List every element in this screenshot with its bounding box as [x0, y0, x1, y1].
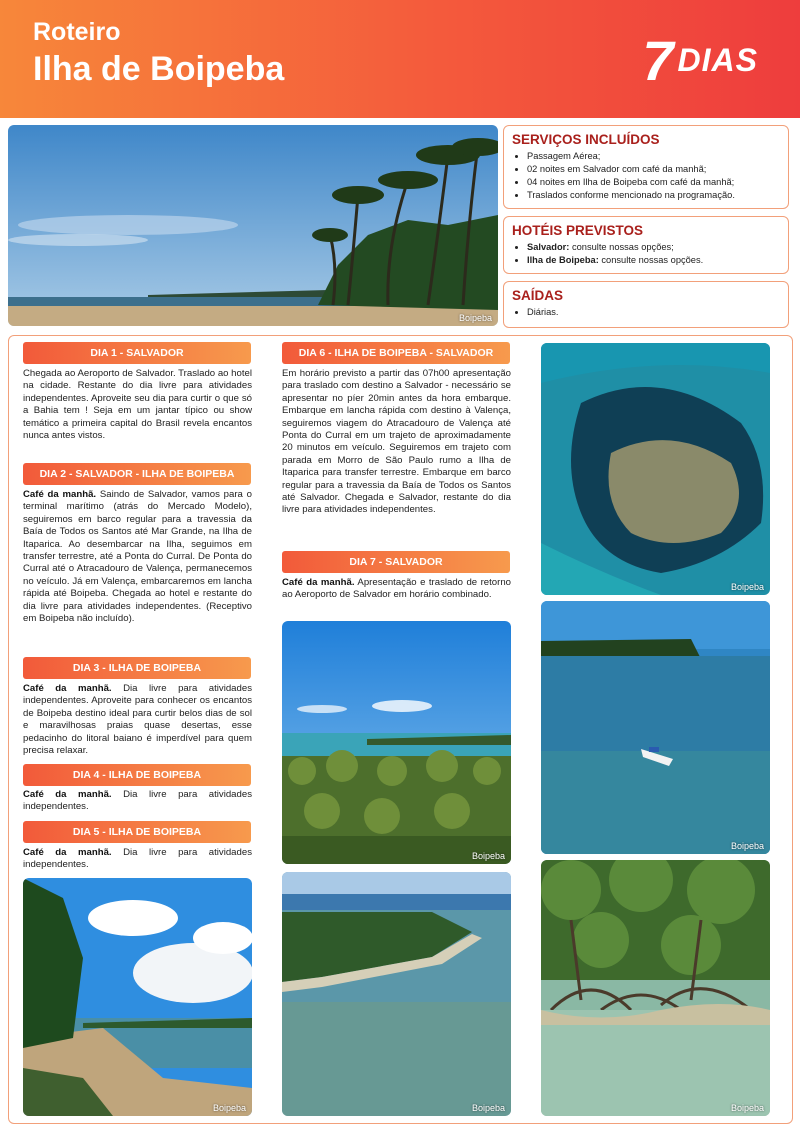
day-5-heading: DIA 5 - ILHA DE BOIPEBA: [23, 821, 251, 843]
duration-badge: [642, 28, 758, 93]
day-4-text: Café da manhã. Dia livre para atividades independentes.: [23, 789, 252, 813]
departures-list: [504, 306, 788, 324]
header-subtitle: Roteiro: [33, 18, 121, 46]
mangrove-photo: [541, 860, 770, 1116]
list-item: • Diárias.: [527, 306, 782, 319]
photo-caption: Boipeba: [730, 1103, 764, 1113]
day-3-text: Café da manhã. Dia livre para atividades independentes. Aproveite para conhecer os encantos de Boipeba destino ideal para curtir belos dias de sol e maravilhosas praias quase desertas, esse pedacinho do litoral baiano é imperdível para quem precisa relaxar.: [23, 683, 252, 757]
hotels-list: [504, 241, 788, 272]
day-1-text: Chegada ao Aeroporto de Salvador. Traslado ao hotel na cidade. Restante do dia livre para atividades independentes. Aproveite seu dia para curtir o que só a Bahia tem ! Seja em um jantar típico ou show temático a primeira capital do Brasil revela encantos nunca antes vistos.: [23, 368, 252, 442]
photo-caption: Boipeba: [471, 851, 505, 861]
duration-number: 7: [642, 29, 674, 92]
day-1-heading: DIA 1 - SALVADOR: [23, 342, 251, 364]
photo-caption: Boipeba: [212, 1103, 246, 1113]
boat-water-photo: [541, 601, 770, 854]
header-banner: [0, 0, 800, 118]
reef-aerial-photo: [541, 343, 770, 595]
day-2-text: Café da manhã. Saindo de Salvador, vamos para o terminal marítimo (atrás do Mercado Modelo), seguiremos em barco regular para a travessia da Baía de Todos os Santos até Mar Grande, na Ilha de Itaparica. Ao desembarcar na Ilha, seguimos em transfer terrestre, até a Ponta do Curral. De Ponta do Curral até o Atracadouro de Valença, permanecemos no veículo. Já em Valença, embarcaremos em lancha rápida até Boipeba. Chegada ao hotel e restante do dia livre para atividades independentes. (Receptivo em Boipeba não incluído).: [23, 489, 252, 625]
day-2-heading: DIA 2 - SALVADOR - ILHA DE BOIPEBA: [23, 463, 251, 485]
list-item: [527, 254, 782, 267]
photo-caption: Boipeba: [471, 1103, 505, 1113]
services-list: [504, 150, 788, 207]
day-3-heading: DIA 3 - ILHA DE BOIPEBA: [23, 657, 251, 679]
list-item: • 04 noites em Ilha de Boipeba com café da manhã;: [527, 176, 782, 189]
departures-title: SAÍDAS: [512, 288, 564, 303]
day-6-heading: DIA 6 - ILHA DE BOIPEBA - SALVADOR: [282, 342, 510, 364]
photo-caption: Boipeba: [730, 582, 764, 592]
services-box: [503, 125, 789, 209]
photo-caption: Boipeba: [730, 841, 764, 851]
hotel-city: Salvador:: [527, 242, 570, 252]
aerial-peninsula-photo: [282, 872, 511, 1116]
hotel-city: Ilha de Boipeba:: [527, 255, 599, 265]
hero-beach-photo: [8, 125, 498, 326]
hotel-info: consulte nossas opções;: [569, 242, 674, 252]
list-item: [527, 241, 782, 254]
day-6-text: Em horário previsto a partir das 07h00 apresentação para traslado com destino a Salvador - necessário se apresentar no píer 20min antes da hora embarque. Embarque em lancha rápida com destino à Valença, seguiremos viagem do Atracadouro de Valença até Ponta do Curral em um trajeto de aproximadamente 20 minutos em veículo. Seguiremos em trajeto com parada em Morro de São Paulo rumo a Ilha de Itaparica para transfer terrestre. Embarque em barco regular para a travessia da Baía de Todos os Santos até Salvador. Chegada e Salvador, restante do dia livre para atividades independentes.: [282, 368, 511, 516]
header-title: Ilha de Boipeba: [33, 50, 285, 88]
photo-caption: Boipeba: [458, 313, 492, 323]
day-7-heading: DIA 7 - SALVADOR: [282, 551, 510, 573]
day-7-text: Café da manhã. Apresentação e traslado de retorno ao Aeroporto de Salvador em horário combinado.: [282, 577, 511, 601]
hotels-title: HOTÉIS PREVISTOS: [512, 223, 644, 238]
beach-clouds-photo: [23, 878, 252, 1116]
duration-label: DIAS: [677, 42, 758, 78]
departures-box: [503, 281, 789, 328]
palm-forest-photo: [282, 621, 511, 864]
list-item: • Passagem Aérea;: [527, 150, 782, 163]
services-title: SERVIÇOS INCLUÍDOS: [512, 132, 660, 147]
day-4-heading: DIA 4 - ILHA DE BOIPEBA: [23, 764, 251, 786]
list-item: • 02 noites em Salvador com café da manhã;: [527, 163, 782, 176]
day-5-text: Café da manhã. Dia livre para atividades independentes.: [23, 847, 252, 871]
list-item: • Traslados conforme mencionado na programação.: [527, 189, 782, 202]
hotel-info: consulte nossas opções.: [598, 255, 704, 265]
hotels-box: [503, 216, 789, 274]
